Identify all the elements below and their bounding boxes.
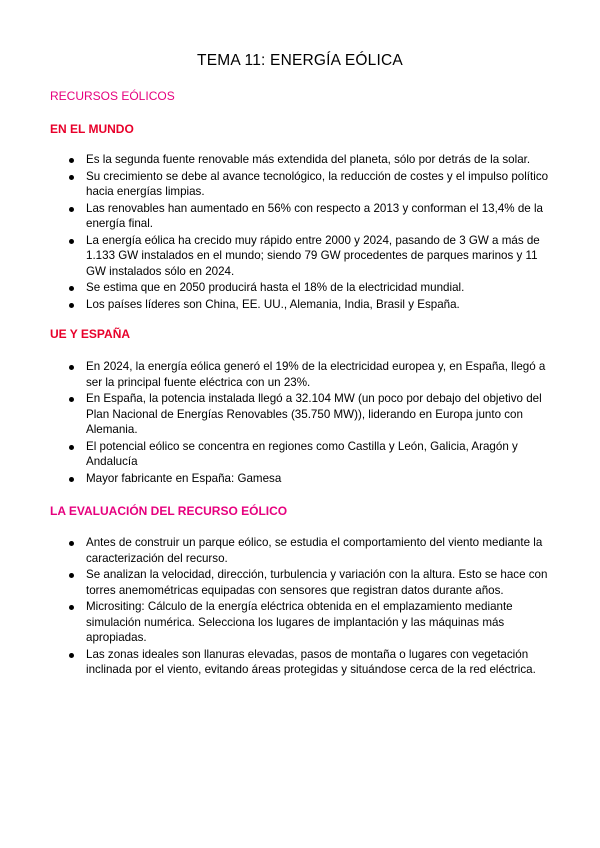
section-heading-evaluacion: LA EVALUACIÓN DEL RECURSO EÓLICO bbox=[50, 504, 288, 518]
list-item-text: Antes de construir un parque eólico, se estudia el comportamiento del viento mediante la caracterización del recurso. bbox=[86, 536, 543, 565]
list-item-text: En España, la potencia instalada llegó a 32.104 MW (un poco por debajo del objetivo del Plan Nacional de Energías Renovables (35.750 MW)), liderando en Europa junto con Alemania. bbox=[86, 392, 542, 436]
list-item-text: Se analizan la velocidad, dirección, turbulencia y variación con la altura. Esto se hace con torres anemométricas equipadas con sensores que registran datos durante años. bbox=[86, 568, 548, 597]
bullet-icon bbox=[69, 365, 74, 370]
list-item bbox=[68, 201, 558, 232]
bullet-icon bbox=[69, 158, 74, 163]
list-item-text: Las zonas ideales son llanuras elevadas, pasos de montaña o lugares con vegetación inclinada por el viento, evitando áreas protegidas y situándose cerca de la red eléctrica. bbox=[86, 647, 536, 676]
bullet-icon bbox=[69, 175, 74, 180]
list-item-text: En 2024, la energía eólica generó el 19% de la electricidad europea y, en España, llegó a ser la principal fuente eléctrica con un 23%. bbox=[86, 360, 546, 389]
bullet-list-ue-y-espana bbox=[68, 359, 558, 487]
list-item-text: Su crecimiento se debe al avance tecnológico, la reducción de costes y el impulso político hacia energías limpias. bbox=[86, 169, 549, 198]
list-item-text: Se estima que en 2050 producirá hasta el 18% de la electricidad mundial. bbox=[86, 281, 465, 294]
section-heading-recursos-eolicos: RECURSOS EÓLICOS bbox=[50, 89, 175, 103]
list-item bbox=[68, 297, 558, 313]
list-item bbox=[68, 439, 558, 470]
list-item bbox=[68, 169, 558, 200]
bullet-icon bbox=[69, 605, 74, 610]
bullet-icon bbox=[69, 397, 74, 402]
list-item bbox=[68, 535, 558, 566]
bullet-icon bbox=[69, 286, 74, 291]
bullet-list-evaluacion bbox=[68, 535, 558, 679]
list-item-text: Micrositing: Cálculo de la energía eléctrica obtenida en el emplazamiento mediante simulación numérica. Selecciona los lugares de implantación y las máquinas más apropiadas. bbox=[86, 600, 513, 644]
list-item bbox=[68, 233, 558, 280]
bullet-icon bbox=[69, 477, 74, 482]
bullet-icon bbox=[69, 303, 74, 308]
list-item bbox=[68, 567, 558, 598]
bullet-icon bbox=[69, 541, 74, 546]
list-item bbox=[68, 391, 558, 438]
section-heading-ue-y-espana: UE Y ESPAÑA bbox=[50, 327, 131, 341]
list-item bbox=[68, 280, 558, 296]
list-item-text: La energía eólica ha crecido muy rápido entre 2000 y 2024, pasando de 3 GW a más de 1.133 GW instalados en el mundo; siendo 79 GW procedentes de parques marinos y 11 GW instalados sólo en 2024. bbox=[86, 233, 540, 278]
bullet-icon bbox=[69, 239, 74, 244]
list-item bbox=[68, 599, 558, 646]
page-title: TEMA 11: ENERGÍA EÓLICA bbox=[197, 52, 403, 69]
bullet-icon bbox=[69, 207, 74, 212]
list-item-text: Los países líderes son China, EE. UU., Alemania, India, Brasil y España. bbox=[86, 297, 460, 311]
bullet-list-en-el-mundo bbox=[68, 152, 558, 313]
list-item-text: El potencial eólico se concentra en regiones como Castilla y León, Galicia, Aragón y Andalucía bbox=[86, 439, 518, 468]
section-heading-en-el-mundo: EN EL MUNDO bbox=[50, 122, 134, 136]
list-item-text: Mayor fabricante en España: Gamesa bbox=[86, 471, 282, 485]
list-item bbox=[68, 152, 558, 168]
list-item bbox=[68, 647, 558, 678]
list-item bbox=[68, 471, 558, 487]
bullet-icon bbox=[69, 445, 74, 450]
list-item-text: Las renovables han aumentado en 56% con respecto a 2013 y conforman el 13,4% de la energía final. bbox=[86, 201, 543, 230]
bullet-icon bbox=[69, 653, 74, 658]
list-item bbox=[68, 359, 558, 390]
bullet-icon bbox=[69, 573, 74, 578]
list-item-text: Es la segunda fuente renovable más extendida del planeta, sólo por detrás de la solar. bbox=[86, 153, 531, 166]
